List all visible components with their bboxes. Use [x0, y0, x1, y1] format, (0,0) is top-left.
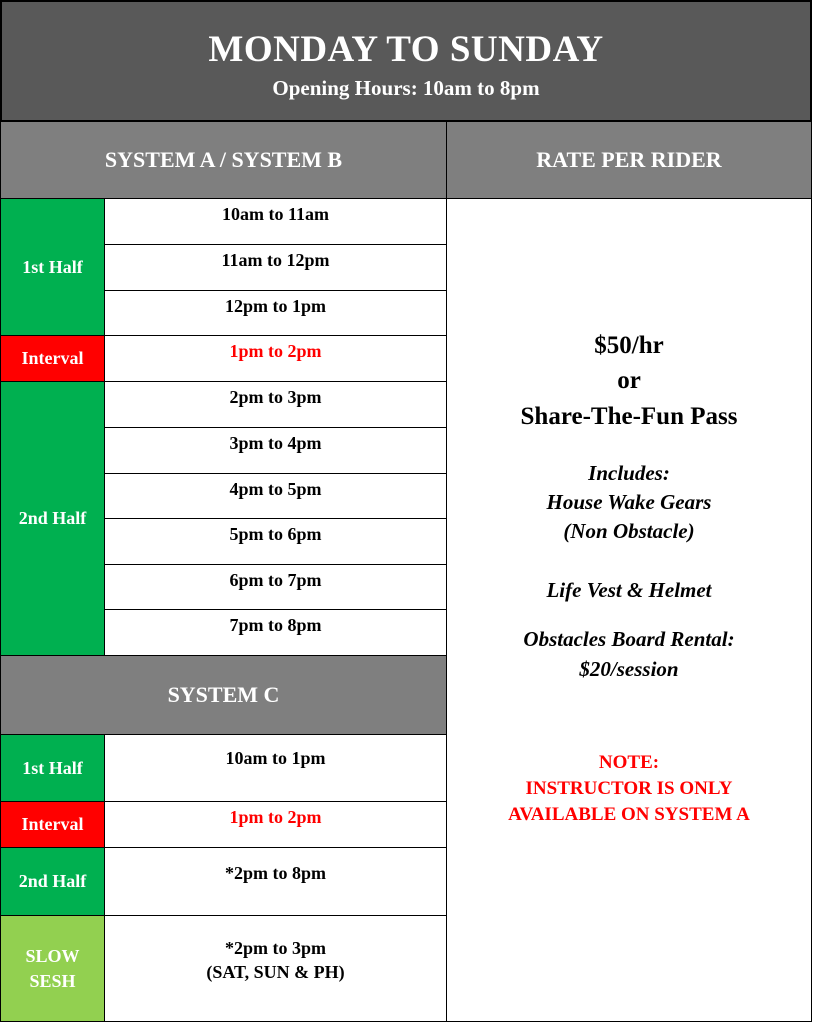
system-c-time-slot: *2pm to 8pm — [104, 847, 447, 916]
interval-label: Interval — [0, 335, 105, 382]
page-title: MONDAY TO SUNDAY — [208, 29, 604, 70]
price: $50/hr — [594, 332, 664, 359]
slow-sesh-time-line1: *2pm to 3pm — [224, 938, 326, 958]
time-slot: 11am to 12pm — [104, 244, 447, 291]
board-rental: Obstacles Board Rental: — [523, 627, 735, 651]
time-slot: 5pm to 6pm — [104, 518, 447, 565]
system-c-header: SYSTEM C — [0, 655, 447, 735]
slow-sesh-label — [0, 915, 105, 1022]
second-half-label: 2nd Half — [0, 381, 105, 656]
time-slot: 7pm to 8pm — [104, 609, 447, 656]
rate-panel — [446, 198, 812, 1022]
time-slot: 4pm to 5pm — [104, 473, 447, 519]
slow-sesh-time — [104, 915, 447, 1022]
includes-gear-note: (Non Obstacle) — [563, 519, 695, 543]
time-slot: 2pm to 3pm — [104, 381, 447, 428]
time-slot: 6pm to 7pm — [104, 564, 447, 610]
system-c-second-half-label: 2nd Half — [0, 847, 105, 916]
board-rental-price: $20/session — [579, 657, 679, 681]
slow-sesh-line2: SESH — [29, 970, 76, 991]
note-line1: INSTRUCTOR IS ONLY — [525, 778, 733, 799]
system-ab-header: SYSTEM A / SYSTEM B — [0, 121, 447, 199]
rate-header: RATE PER RIDER — [446, 121, 812, 199]
time-slot: 12pm to 1pm — [104, 290, 447, 336]
schedule-header — [0, 0, 812, 122]
system-c-time-slot-interval: 1pm to 2pm — [104, 801, 447, 848]
time-slot-interval: 1pm to 2pm — [104, 335, 447, 382]
first-half-label: 1st Half — [0, 198, 105, 336]
time-slot: 10am to 11am — [104, 198, 447, 245]
includes-heading: Includes: — [588, 461, 670, 485]
slow-sesh-days: (SAT, SUN & PH) — [206, 962, 345, 983]
system-c-time-slot: 10am to 1pm — [104, 734, 447, 802]
note-heading: NOTE: — [598, 752, 660, 773]
system-c-interval-label: Interval — [0, 801, 105, 848]
note-line2: AVAILABLE ON SYSTEM A — [508, 804, 750, 825]
time-slot: 3pm to 4pm — [104, 427, 447, 474]
price-or: or — [617, 367, 641, 394]
includes-gear: House Wake Gears — [546, 490, 712, 514]
slow-sesh-line1: SLOW — [25, 946, 80, 967]
includes-vest: Life Vest & Helmet — [546, 578, 712, 602]
share-the-fun-pass: Share-The-Fun Pass — [520, 403, 738, 430]
opening-hours: Opening Hours: 10am to 8pm — [272, 76, 540, 100]
system-c-first-half-label: 1st Half — [0, 734, 105, 802]
